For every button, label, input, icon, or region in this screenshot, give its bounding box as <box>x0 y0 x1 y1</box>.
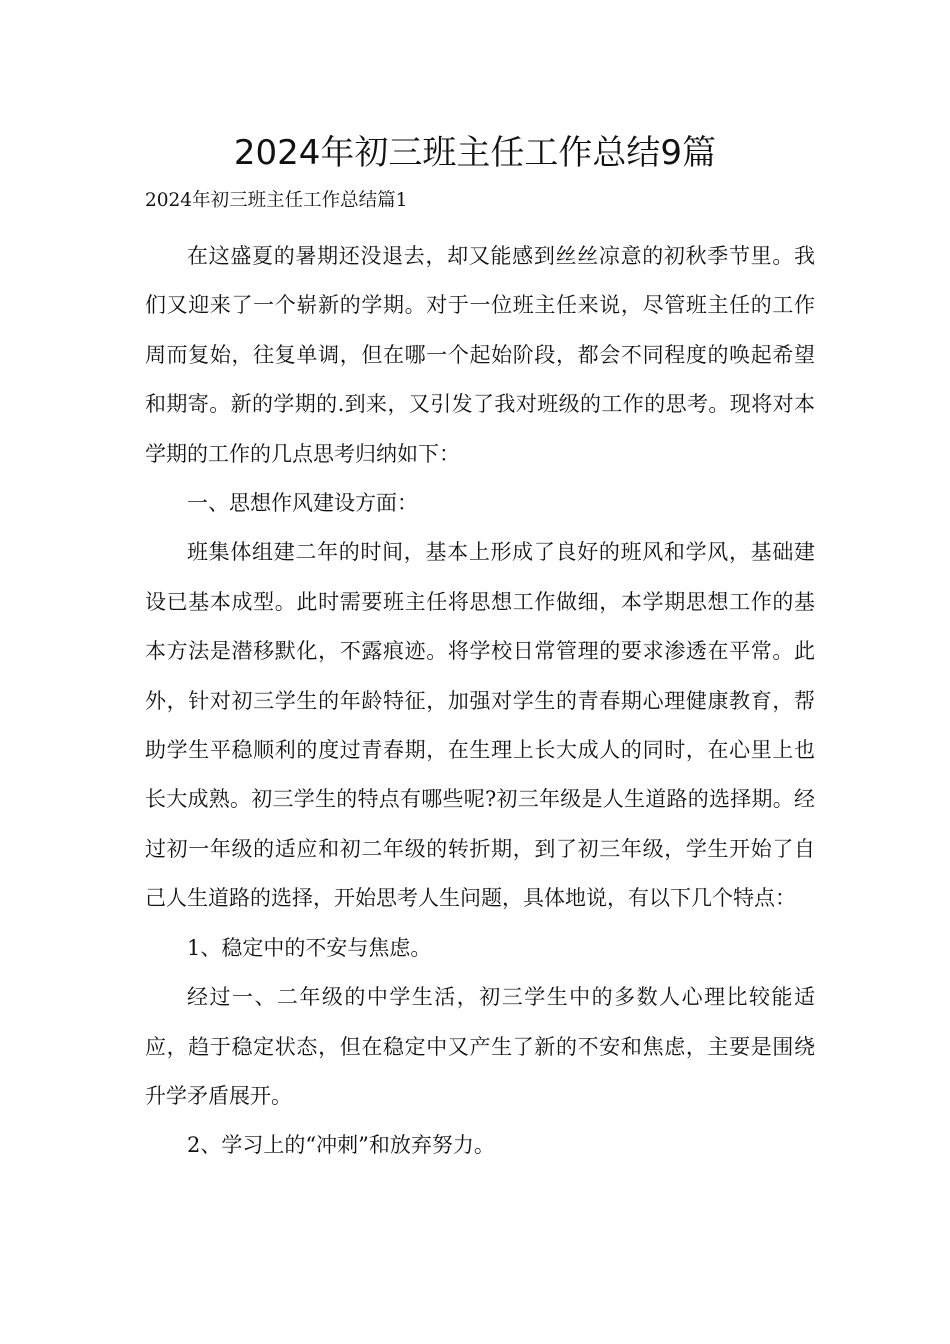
paragraph-point-1: 1、稳定中的不安与焦虑。 <box>187 935 432 960</box>
document-title: 2024年初三班主任工作总结9篇 <box>233 133 717 173</box>
paragraph-class-building: 班集体组建二年的时间，基本上形成了良好的班风和学风，基础建设已基本成型。此时需要班主任将思想工作做细，本学期思想工作的基本方法是潜移默化，不露痕迹。将学校日常管理的要求渗透在平常。此外，针对初三学生的年龄特征，加强对学生的青春期心理健康教育，帮助学生平稳顺利的度过青春期，在生理上长大成人的同时，在心里上也长大成熟。初三学生的特点有哪些呢?初三年级是人生道路的选择期。经过初一年级的适应和初二年级的转折期，到了初三年级，学生开始了自己人生道路的选择，开始思考人生问题，具体地说，有以下几个特点： <box>145 540 815 911</box>
paragraph-intro: 在这盛夏的暑期还没退去，却又能感到丝丝凉意的初秋季节里。我们又迎来了一个崭新的学期。对于一位班主任来说，尽管班主任的工作周而复始，往复单调，但在哪一个起始阶段，都会不同程度的唤起希望和期寄。新的学期的.到来，又引发了我对班级的工作的思考。现将对本学期的工作的几点思考归纳如下： <box>145 244 815 466</box>
paragraph-point-2: 2、学习上的“冲刺”和放弃努力。 <box>187 1133 495 1158</box>
paragraph-point-1-detail: 经过一、二年级的中学生活，初三学生中的多数人心理比较能适应，趋于稳定状态，但在稳定中又产生了新的不安和焦虑，主要是围绕升学矛盾展开。 <box>145 985 815 1108</box>
document-body <box>145 232 815 1171</box>
paragraph-heading-thought: 一、思想作风建设方面： <box>187 491 418 516</box>
section-heading: 2024年初三班主任工作总结篇1 <box>145 190 408 211</box>
